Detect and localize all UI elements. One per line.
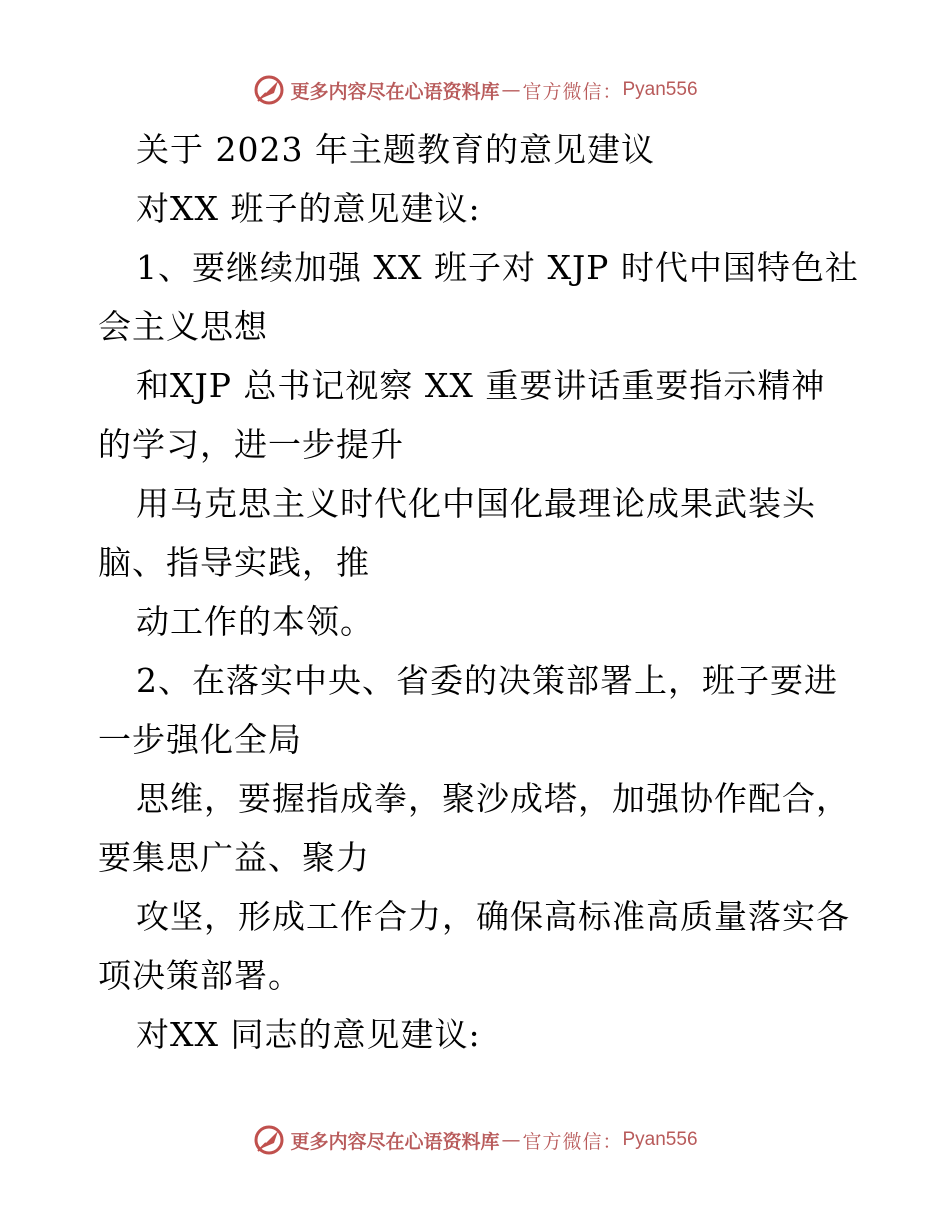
document-line: 脑、指导实践，推 [98,543,370,582]
document-line: 1、要继续加强 XX 班子对 XJP 时代中国特色社 [136,248,859,287]
quill-logo-icon [252,73,286,107]
document-line: 和XJP 总书记视察 XX 重要讲话重要指示精神 [136,366,826,405]
document-line: 对XX 同志的意见建议: [136,1015,481,1054]
watermark-wechat-id: Pyan556 [622,79,698,100]
quill-logo-icon [252,1123,286,1157]
watermark-wechat-label: 官方微信： [522,1130,623,1153]
document-line: 用马克思主义时代化中国化最理论成果武装头 [136,484,816,523]
watermark-header [0,70,950,110]
watermark-main-text: 更多内容尽在心语资料库 [290,1130,500,1153]
watermark-dash: — [501,79,521,101]
document-line: 思维，要握指成拳，聚沙成塔，加强协作配合， [136,779,850,818]
watermark-dash: — [501,1129,521,1151]
watermark-main-text: 更多内容尽在心语资料库 [290,80,500,103]
document-line: 要集思广益、聚力 [98,838,370,877]
document-line: 攻坚，形成工作合力，确保高标准高质量落实各 [136,897,850,936]
document-line: 的学习，进一步提升 [98,425,404,464]
document-body [98,120,858,1064]
watermark-wechat-id: Pyan556 [622,1129,698,1150]
document-line: 2、在落实中央、省委的决策部署上，班子要进 [136,661,838,700]
document-line: 一步强化全局 [98,720,302,759]
watermark-footer [0,1120,950,1160]
document-line: 关于 2023 年主题教育的意见建议 [136,130,655,169]
document-line: 项决策部署。 [98,956,302,995]
document-line: 对XX 班子的意见建议: [136,189,481,228]
document-line: 动工作的本领。 [136,602,374,641]
watermark-wechat-label: 官方微信： [522,80,623,103]
document-line: 会主义思想 [98,307,268,346]
